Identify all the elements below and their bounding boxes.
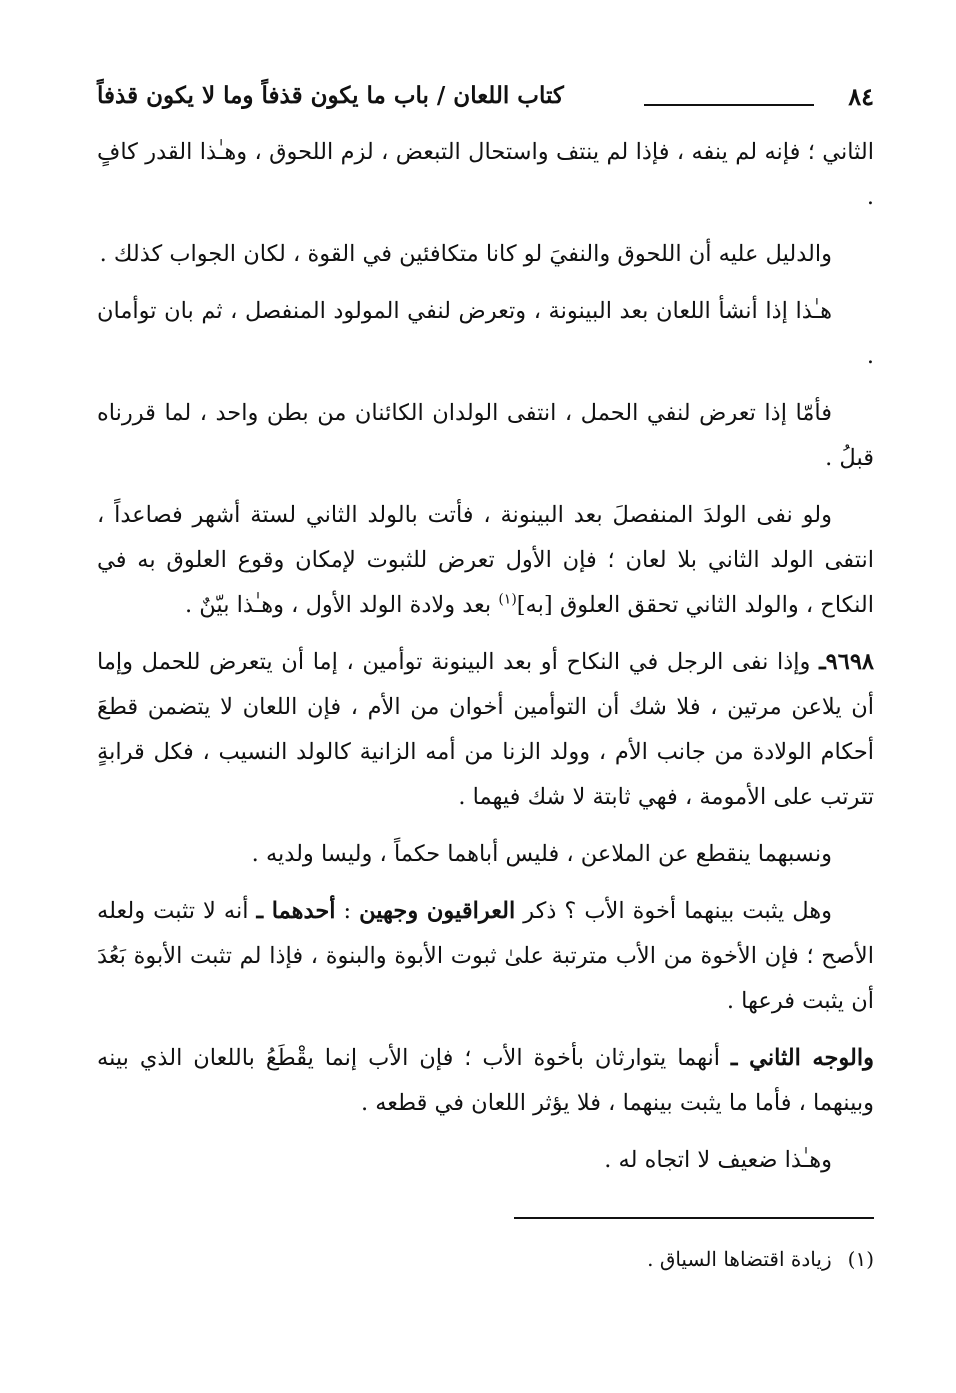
paragraph-text: الثاني ؛ فإنه لم ينفه ، فإذا لم ينتف واستحال التبعض ، لزم اللحوق ، وهـٰذا القدر كافٍ . [97, 139, 874, 210]
paragraph-8 [97, 889, 874, 1024]
paragraph-3 [97, 289, 874, 379]
footnote [97, 1242, 874, 1276]
bold-term: أحدهما ـ [256, 898, 336, 924]
paragraph-1 [97, 130, 874, 220]
paragraph-text: وهـٰذا ضعيف لا اتجاه له . [604, 1147, 832, 1173]
paragraph-2 [97, 232, 874, 277]
page-number: ٨٤ [848, 82, 874, 111]
header-rule [644, 104, 814, 106]
paragraph-text: أنه لا تثبت ولعله الأصح ؛ فإن الأخوة من الأب مترتبة علىٰ ثبوت الأبوة والبنوة ، فإذا لم تثبت الأبوة بَعُدَ أن يثبت فرعها . [97, 898, 874, 1014]
paragraph-7 [97, 832, 874, 877]
paragraph-text: هـٰذا إذا أنشأ اللعان بعد البينونة ، وتعرض لنفي المولود المنفصل ، ثم بان توأمان . [97, 298, 874, 369]
paragraph-text: وهل يثبت بينهما أخوة الأب ؟ ذكر [515, 898, 833, 924]
paragraph-text: : [335, 898, 360, 924]
page-body [97, 130, 874, 1195]
bold-term: والوجه الثاني ـ [730, 1045, 874, 1071]
paragraph-10 [97, 1138, 874, 1183]
footnote-number: (١) [847, 1247, 874, 1271]
paragraph-text: وإذا نفى الرجل في النكاح أو بعد البينونة توأمين ، إما أن يتعرض للحمل وإما أن يلاعن مرتين ، فلا شك أن التوأمين أخوان من الأم ، فإن اللعان لا يتضمن قطعَ أحكام الولادة من جانب الأم ، وولد الزنا من أمه الزانية كالولد النسيب ، فكل قرابةٍ تترتب على الأمومة ، فهي ثابتة لا شك فيهما . [97, 649, 874, 810]
footnote-reference: (١) [498, 591, 517, 608]
paragraph-text: ولو نفى الولدَ المنفصلَ بعد البينونة ، فأتت بالولد الثاني لستة أشهر فصاعداً ، انتفى الولد الثاني بلا لعان ؛ فإن الأول تعرض للثبوت لإمكان وقوع العلوق به في النكاح ، والولد الثاني تحقق العلوق [به] [97, 502, 874, 618]
paragraph-9 [97, 1036, 874, 1126]
paragraph-4 [97, 391, 874, 481]
section-number: ٩٦٩٨ـ [819, 649, 874, 675]
footnote-rule [514, 1217, 874, 1219]
paragraph-6 [97, 640, 874, 820]
paragraph-text: فأمّا إذا تعرض لنفي الحمل ، انتفى الولدان الكائنان من بطن واحد ، لما قررناه قبلُ . [97, 400, 874, 471]
paragraph-text: والدليل عليه أن اللحوق والنفيَ لو كانا متكافئين في القوة ، لكان الجواب كذلك . [99, 241, 832, 267]
bold-term: العراقيون وجهين [359, 898, 516, 924]
paragraph-text: ونسبهما ينقطع عن الملاعن ، فليس أباهما حكماً ، وليسا ولديه . [251, 841, 832, 867]
paragraph-text: أنهما يتوارثان بأخوة الأب ؛ فإن الأب إنما يقْطَعُ باللعان الذي بينه وبينهما ، فأما ما يثبت بينهما ، فلا يؤثر اللعان في قطعه . [97, 1045, 874, 1116]
paragraph-5 [97, 493, 874, 628]
footnote-text: زيادة اقتضاها السياق . [647, 1247, 832, 1271]
paragraph-text: بعد ولادة الولد الأول ، وهـٰذا بيّنٌ . [184, 592, 499, 618]
running-title: كتاب اللعان / باب ما يكون قذفاً وما لا يكون قذفاً [97, 82, 564, 109]
page-header [97, 80, 874, 120]
